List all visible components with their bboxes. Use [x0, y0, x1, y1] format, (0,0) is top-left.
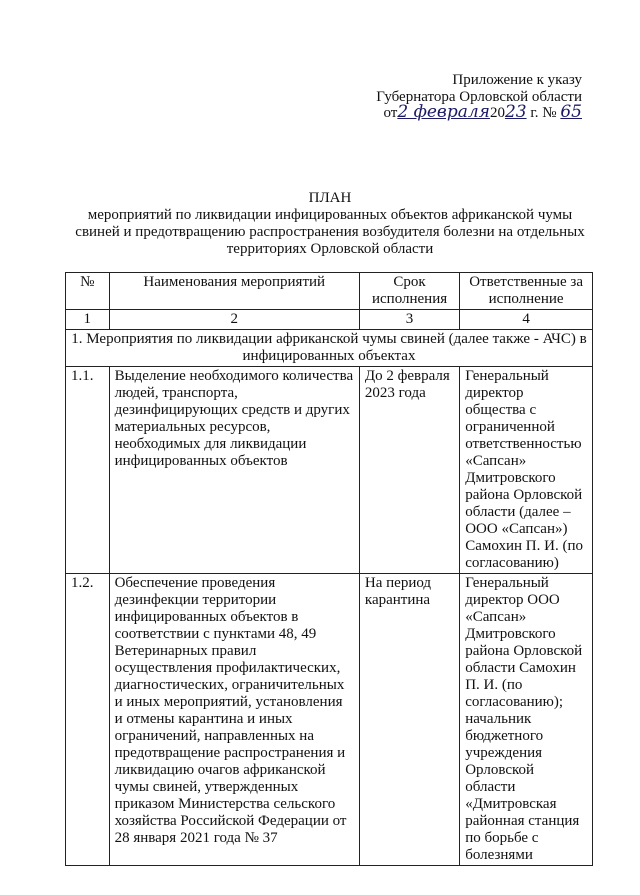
date-prefix: от	[383, 105, 398, 121]
section-row	[66, 330, 593, 367]
column-number: 3	[359, 310, 459, 330]
row-responsible: Генеральный директор ООО «Сапсан» Дмитровского района Орловской области Самохин П. И. (по согласованию); начальник бюджетного учреждения Орловской области «Дмитровская районная станция по борьбе с болезнями	[460, 574, 593, 866]
row-measure: Выделение необходимого количества людей, транспорта, дезинфицирующих средств и других материальных ресурсов, необходимых для ликвидации инфицированных объектов	[109, 367, 359, 574]
plan-title-line3: территориях Орловской области	[226, 241, 434, 257]
year-suffix: г. №	[526, 105, 557, 121]
row-measure: Обеспечение проведения дезинфекции территории инфицированных объектов в соответствии с пунктами 48, 49 Ветеринарных правил осуществления профилактических, диагностических, ограничительных и иных мероприятий, установления и отмены карантина и иных ограничений, направленных на предотвращение распространения и ликвидацию очагов африканской чумы свиней, утвержденных приказом Министерства сельского хозяйства Российской Федерации от 28 января 2021 года № 37	[109, 574, 359, 866]
plan-title-line1: мероприятий по ликвидации инфицированных объектов африканской чумы	[87, 207, 573, 223]
table-row	[66, 574, 593, 866]
column-number: 1	[66, 310, 110, 330]
row-number: 1.2.	[66, 574, 110, 866]
plan-title-line2: свиней и предотвращению распространения возбудителя болезни на отдельных	[75, 224, 585, 240]
row-number: 1.1.	[66, 367, 110, 574]
header-responsible: Ответственные за исполнение	[460, 273, 593, 310]
header-num: №	[66, 273, 110, 310]
table-header-row	[66, 273, 593, 310]
plan-table	[65, 272, 593, 866]
row-term: На период карантина	[359, 574, 459, 866]
attachment-line: Приложение к указу	[452, 72, 582, 88]
header-name: Наименования мероприятий	[109, 273, 359, 310]
column-number-row	[66, 310, 593, 330]
handwritten-year: 23	[504, 102, 527, 122]
decree-date-line	[383, 104, 582, 122]
governor-line: Губернатора Орловской области	[376, 89, 582, 105]
year-prefix: 20	[489, 105, 505, 121]
table-row	[66, 367, 593, 574]
handwritten-number: 65	[560, 102, 582, 122]
row-term: До 2 февраля 2023 года	[359, 367, 459, 574]
column-number: 2	[109, 310, 359, 330]
plan-heading: ПЛАН	[308, 190, 352, 206]
section-title: 1. Мероприятия по ликвидации африканской чумы свиней (далее также - АЧС) в инфицированных объектах	[66, 330, 593, 367]
handwritten-date: 2 февраля	[397, 102, 490, 122]
header-term: Срок исполнения	[359, 273, 459, 310]
column-number: 4	[460, 310, 593, 330]
row-responsible: Генеральный директор общества с ограниченной ответственностью «Сапсан» Дмитровского района Орловской области (далее – ООО «Сапсан») Самохин П. И. (по согласованию)	[460, 367, 593, 574]
